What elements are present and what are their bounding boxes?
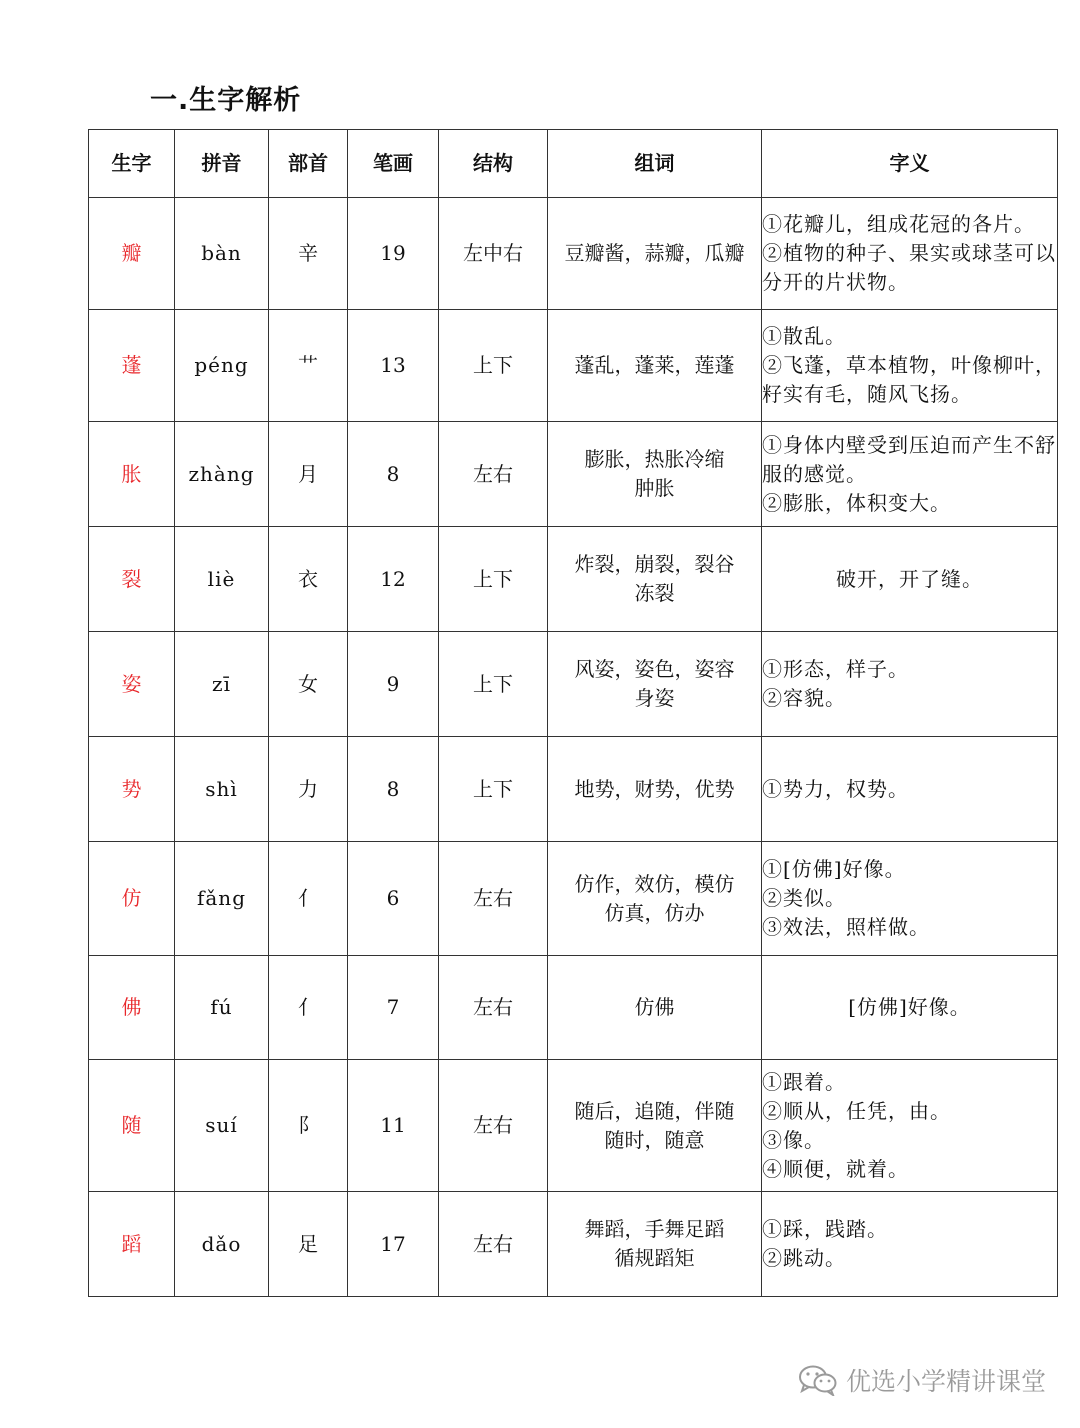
meaning-line: ①[仿佛]好像。 xyxy=(762,857,906,881)
meaning-line: ①跟着。 xyxy=(762,1069,846,1094)
strokes-cell: 19 xyxy=(348,198,439,310)
pinyin-cell: dǎo xyxy=(175,1192,269,1297)
structure-cell: 上下 xyxy=(439,632,548,737)
radical-cell: 足 xyxy=(269,1192,348,1297)
radical-cell: 月 xyxy=(269,422,348,527)
meaning-line: ①踩，践踏。 xyxy=(762,1217,888,1241)
words-cell xyxy=(548,632,762,737)
word-line: 冻裂 xyxy=(634,581,675,605)
char-cell: 佛 xyxy=(89,956,175,1060)
words-cell xyxy=(548,198,762,310)
strokes-cell: 11 xyxy=(348,1060,439,1192)
word-line: 地势，财势，优势 xyxy=(574,776,735,801)
structure-cell: 左右 xyxy=(439,842,548,956)
table-row xyxy=(89,632,1058,737)
header-strokes: 笔画 xyxy=(348,130,439,198)
radical-cell: 力 xyxy=(269,737,348,842)
pinyin-cell: fú xyxy=(175,956,269,1060)
meaning-line: ①散乱。 xyxy=(762,324,846,348)
structure-cell: 左右 xyxy=(439,422,548,527)
meaning-line: ①形态，样子。 xyxy=(762,657,909,681)
char-cell: 势 xyxy=(89,737,175,842)
structure-cell: 左中右 xyxy=(439,198,548,310)
radical-cell: 衣 xyxy=(269,527,348,632)
meaning-line: ④顺便，就着。 xyxy=(762,1156,909,1181)
structure-cell: 上下 xyxy=(439,527,548,632)
words-cell xyxy=(548,310,762,422)
words-cell xyxy=(548,1060,762,1192)
words-cell xyxy=(548,1192,762,1297)
char-cell: 蹈 xyxy=(89,1192,175,1297)
pinyin-cell: zī xyxy=(175,632,269,737)
header-words: 组词 xyxy=(548,130,762,198)
table-row xyxy=(89,422,1058,527)
pinyin-cell: péng xyxy=(175,310,269,422)
table-header-row xyxy=(89,130,1058,198)
meaning-line: ②顺从，任凭，由。 xyxy=(762,1098,951,1123)
header-structure: 结构 xyxy=(439,130,548,198)
table-row xyxy=(89,310,1058,422)
strokes-cell: 12 xyxy=(348,527,439,632)
table-row xyxy=(89,956,1058,1060)
wechat-icon xyxy=(798,1364,838,1396)
word-line: 风姿，姿色，姿容 xyxy=(574,657,735,681)
meaning-line: ②容貌。 xyxy=(762,686,846,710)
meaning-line: 破开，开了缝。 xyxy=(836,566,983,591)
strokes-cell: 7 xyxy=(348,956,439,1060)
word-line: 仿作，效仿，模仿 xyxy=(574,871,735,896)
meaning-cell xyxy=(762,527,1058,632)
words-cell xyxy=(548,842,762,956)
radical-cell: 艹 xyxy=(269,310,348,422)
meaning-cell xyxy=(762,1060,1058,1192)
meaning-cell xyxy=(762,198,1058,310)
word-line: 循规蹈矩 xyxy=(614,1246,695,1270)
pinyin-cell: zhàng xyxy=(175,422,269,527)
structure-cell: 上下 xyxy=(439,737,548,842)
meaning-cell xyxy=(762,422,1058,527)
strokes-cell: 8 xyxy=(348,422,439,527)
table-row xyxy=(89,842,1058,956)
words-cell xyxy=(548,737,762,842)
character-table xyxy=(88,129,1058,1297)
section-heading: 一.生字解析 xyxy=(150,85,302,116)
meaning-line: ②植物的种子、果实或球茎可以分开的片状物。 xyxy=(762,241,1056,294)
strokes-cell: 6 xyxy=(348,842,439,956)
radical-cell: 女 xyxy=(269,632,348,737)
word-line: 身姿 xyxy=(634,686,675,710)
word-line: 仿佛 xyxy=(634,995,675,1019)
header-radical: 部首 xyxy=(269,130,348,198)
meaning-cell xyxy=(762,310,1058,422)
radical-cell: 亻 xyxy=(269,842,348,956)
header-char: 生字 xyxy=(89,130,175,198)
table-row xyxy=(89,527,1058,632)
table-row xyxy=(89,1060,1058,1192)
structure-cell: 左右 xyxy=(439,956,548,1060)
table-row xyxy=(89,198,1058,310)
word-line: 膨胀，热胀冷缩 xyxy=(584,447,725,471)
word-line: 肿胀 xyxy=(634,476,675,500)
char-cell: 蓬 xyxy=(89,310,175,422)
table-row xyxy=(89,737,1058,842)
meaning-cell xyxy=(762,632,1058,737)
pinyin-cell: liè xyxy=(175,527,269,632)
table-body xyxy=(89,198,1058,1297)
pinyin-cell: fǎng xyxy=(175,842,269,956)
meaning-line: ②飞蓬，草本植物，叶像柳叶，籽实有毛，随风飞扬。 xyxy=(762,353,1056,406)
pinyin-cell: shì xyxy=(175,737,269,842)
word-line: 蓬乱，蓬莱，莲蓬 xyxy=(574,353,735,377)
meaning-line: ②类似。 xyxy=(762,886,846,910)
strokes-cell: 13 xyxy=(348,310,439,422)
char-cell: 仿 xyxy=(89,842,175,956)
char-cell: 姿 xyxy=(89,632,175,737)
watermark-text: 优选小学精讲课堂 xyxy=(845,1367,1046,1396)
strokes-cell: 8 xyxy=(348,737,439,842)
word-line: 仿真，仿办 xyxy=(604,900,705,925)
char-cell: 裂 xyxy=(89,527,175,632)
word-line: 炸裂，崩裂，裂谷 xyxy=(574,552,735,576)
structure-cell: 左右 xyxy=(439,1060,548,1192)
words-cell xyxy=(548,422,762,527)
watermark xyxy=(798,1362,1046,1398)
header-pinyin: 拼音 xyxy=(175,130,269,198)
char-cell: 瓣 xyxy=(89,198,175,310)
header-meaning: 字义 xyxy=(762,130,1058,198)
radical-cell: 辛 xyxy=(269,198,348,310)
meaning-line: ①势力，权势。 xyxy=(762,776,909,801)
meaning-cell xyxy=(762,956,1058,1060)
pinyin-cell: suí xyxy=(175,1060,269,1192)
meaning-cell xyxy=(762,1192,1058,1297)
meaning-line: ③效法，照样做。 xyxy=(762,915,930,939)
pinyin-cell: bàn xyxy=(175,198,269,310)
structure-cell: 上下 xyxy=(439,310,548,422)
radical-cell: 亻 xyxy=(269,956,348,1060)
word-line: 舞蹈，手舞足蹈 xyxy=(584,1217,725,1241)
word-line: 随时，随意 xyxy=(604,1127,705,1152)
meaning-line: [仿佛]好像。 xyxy=(848,995,971,1019)
structure-cell: 左右 xyxy=(439,1192,548,1297)
word-line: 豆瓣酱，蒜瓣，瓜瓣 xyxy=(564,241,745,265)
meaning-line: ②膨胀，体积变大。 xyxy=(762,490,951,515)
meaning-cell xyxy=(762,737,1058,842)
words-cell xyxy=(548,527,762,632)
word-line: 随后，追随，伴随 xyxy=(574,1098,735,1123)
meaning-line: ①花瓣儿，组成花冠的各片。 xyxy=(762,212,1035,236)
table-row xyxy=(89,1192,1058,1297)
strokes-cell: 9 xyxy=(348,632,439,737)
meaning-line: ③像。 xyxy=(762,1127,825,1152)
char-cell: 胀 xyxy=(89,422,175,527)
meaning-cell xyxy=(762,842,1058,956)
meaning-line: ①身体内壁受到压迫而产生不舒服的感觉。 xyxy=(762,432,1056,486)
radical-cell: 阝 xyxy=(269,1060,348,1192)
words-cell xyxy=(548,956,762,1060)
meaning-line: ②跳动。 xyxy=(762,1246,846,1270)
strokes-cell: 17 xyxy=(348,1192,439,1297)
char-cell: 随 xyxy=(89,1060,175,1192)
